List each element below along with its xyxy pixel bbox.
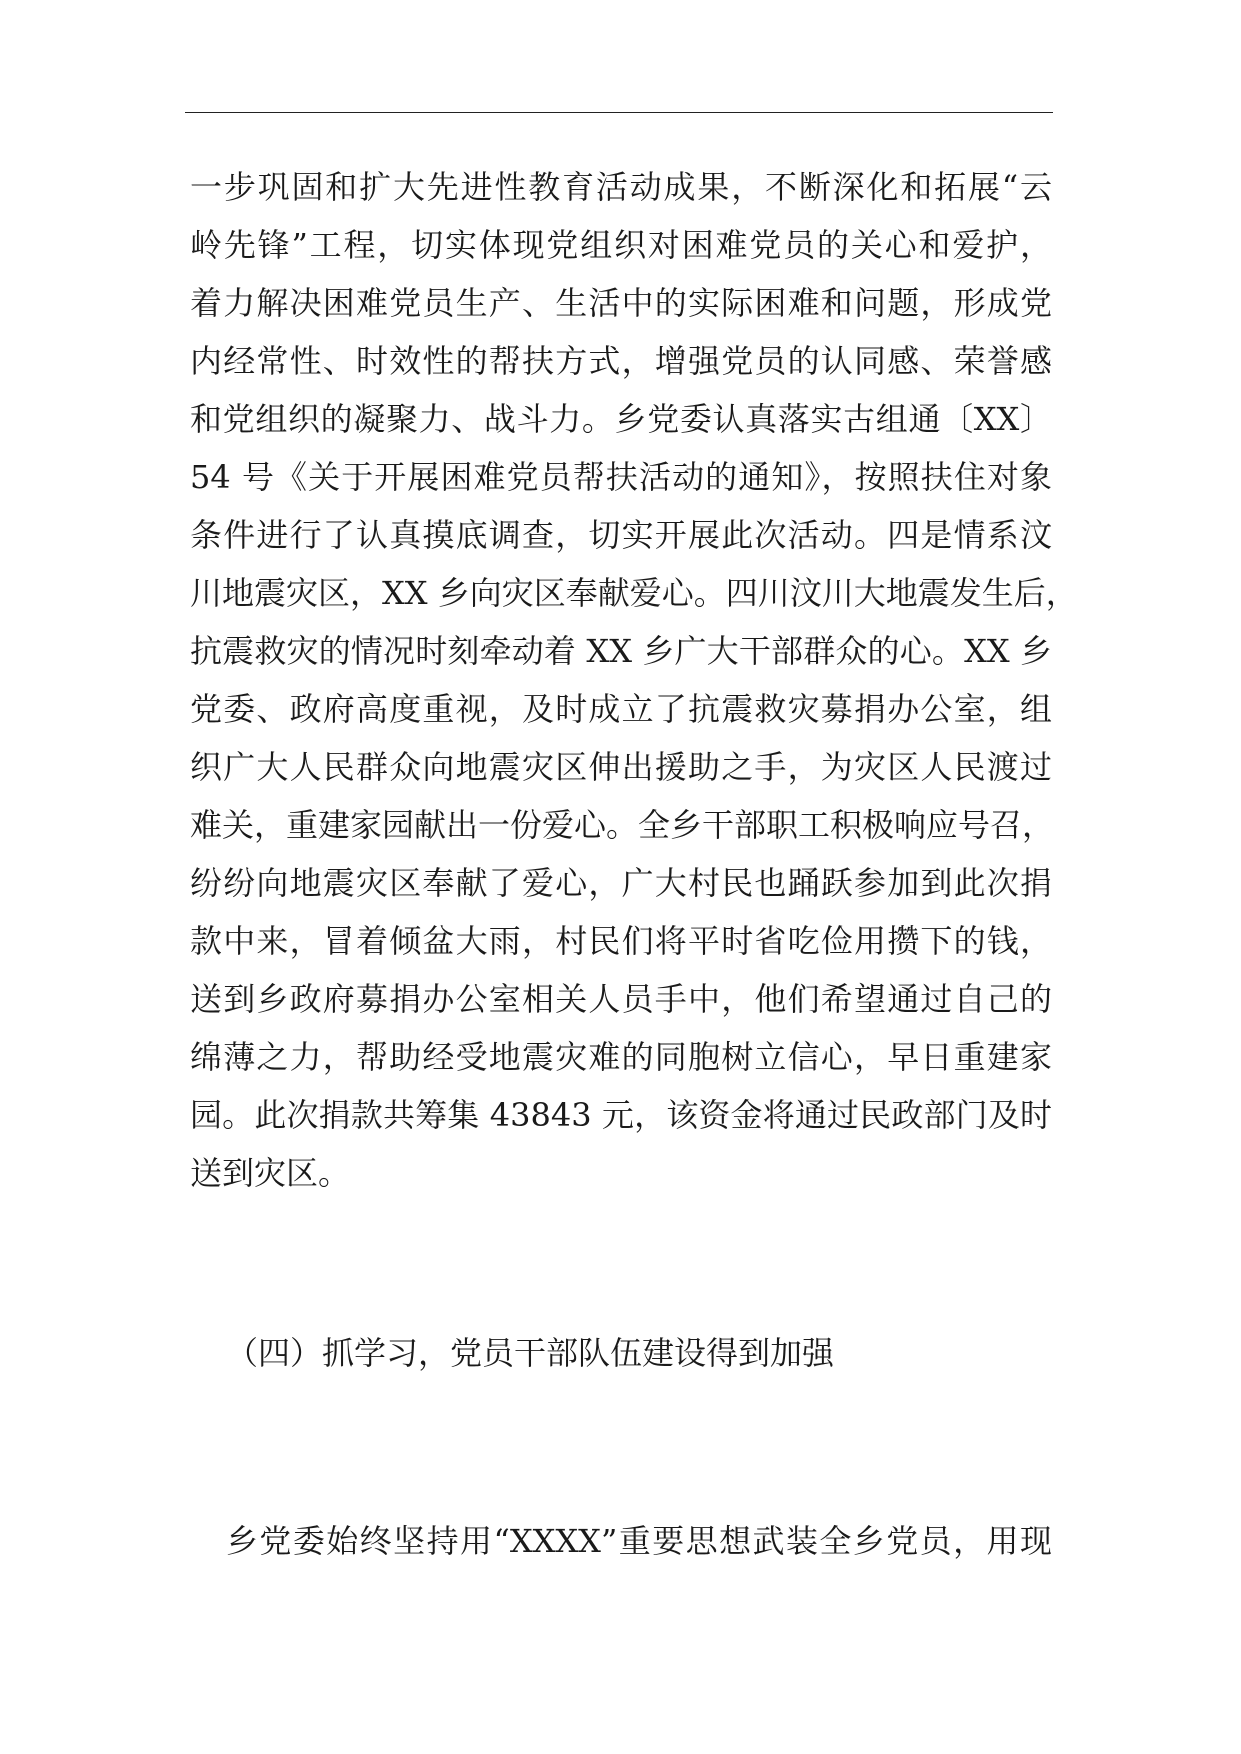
header-rule [185,112,1053,113]
body-line: 送到乡政府募捐办公室相关人员手中，他们希望通过自己的 [190,980,1052,1018]
body-line: 款中来，冒着倾盆大雨，村民们将平时省吃俭用攒下的钱， [190,922,1052,960]
body-line: 绵薄之力，帮助经受地震灾难的同胞树立信心，早日重建家 [190,1038,1052,1076]
body-line: 织广大人民群众向地震灾区伸出援助之手，为灾区人民渡过 [190,748,1052,786]
body-line: 纷纷向地震灾区奉献了爱心，广大村民也踊跃参加到此次捐 [190,864,1052,902]
body-line: 党委、政府高度重视，及时成立了抗震救灾募捐办公室，组 [190,690,1052,728]
body-paragraph [190,158,1078,1202]
body-line: 川地震灾区，XX 乡向灾区奉献爱心。四川汶川大地震发生后， [190,574,1078,612]
body-line: 内经常性、时效性的帮扶方式，增强党员的认同感、荣誉感 [190,342,1052,380]
body-line: 54 号《关于开展困难党员帮扶活动的通知》，按照扶住对象 [190,458,1052,496]
body-line: 和党组织的凝聚力、战斗力。乡党委认真落实古组通〔XX〕 [190,400,1052,438]
body-line: 一步巩固和扩大先进性教育活动成果，不断深化和拓展“云 [190,168,1052,206]
body-line: 着力解决困难党员生产、生活中的实际困难和问题，形成党 [190,284,1052,322]
body-line: 送到灾区。 [190,1154,351,1192]
body-line: 条件进行了认真摸底调查，切实开展此次活动。四是情系汶 [190,516,1052,554]
final-paragraph [226,1512,1052,1570]
section-heading: （四）抓学习，党员干部队伍建设得到加强 [226,1334,835,1372]
final-line: 乡党委始终坚持用“XXXX”重要思想武装全乡党员，用现 [226,1522,1052,1560]
body-line: 岭先锋”工程，切实体现党组织对困难党员的关心和爱护， [190,226,1052,264]
body-line: 难关，重建家园献出一份爱心。全乡干部职工积极响应号召， [190,806,1055,844]
body-line: 抗震救灾的情况时刻牵动着 XX 乡广大干部群众的心。XX 乡 [190,632,1052,670]
body-line: 园。此次捐款共筹集 43843 元，该资金将通过民政部门及时 [190,1096,1052,1134]
